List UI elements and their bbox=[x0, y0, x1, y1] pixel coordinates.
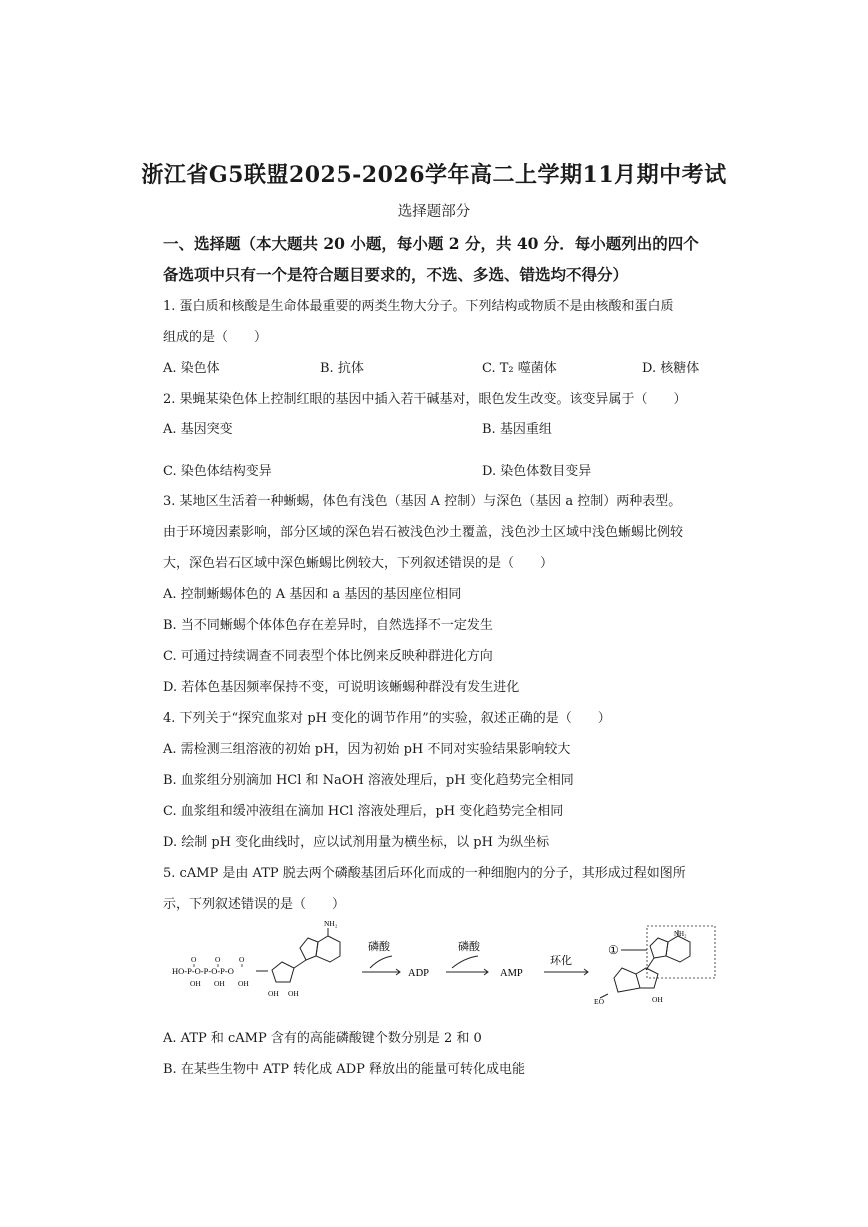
arrow-atp-to-adp bbox=[362, 956, 400, 975]
q3-stem-line3: 大，深色岩石区域中深色蜥蜴比例较大，下列叙述错误的是（ ） bbox=[163, 556, 554, 571]
section-heading-line2: 备选项中只有一个是符合题目要求的，不选、多选、错选均不得分） bbox=[163, 265, 629, 284]
camp-eo-label: EO bbox=[594, 997, 604, 1006]
adp-label: ADP bbox=[408, 968, 430, 979]
marker-1: ① bbox=[608, 943, 619, 957]
q4-option-c: C. 血浆组和缓冲液组在滴加 HCl 溶液处理后，pH 变化趋势完全相同 bbox=[163, 804, 564, 819]
arrow-amp-to-camp bbox=[544, 969, 588, 975]
q5-option-a: A. ATP 和 cAMP 含有的高能磷酸键个数分别是 2 和 0 bbox=[163, 1031, 482, 1046]
q2-option-b: B. 基因重组 bbox=[482, 422, 552, 437]
q3-stem-line1: 3. 某地区生活着一种蜥蜴，体色有浅色（基因 A 控制）与深色（基因 a 控制）两种表型。 bbox=[163, 494, 682, 509]
q1-stem-line1: 1. 蛋白质和核酸是生命体最重要的两类生物大分子。下列结构或物质不是由核酸和蛋白质 bbox=[163, 299, 674, 314]
q4-option-d: D. 绘制 pH 变化曲线时，应以试剂用量为横坐标，以 pH 为纵坐标 bbox=[163, 835, 550, 850]
q2-option-a: A. 基因突变 bbox=[163, 422, 233, 437]
amp-label: AMP bbox=[500, 968, 523, 979]
q4-option-a: A. 需检测三组溶液的初始 pH，因为初始 pH 不同对实验结果影响较大 bbox=[163, 742, 571, 757]
q2-stem: 2. 果蝇某染色体上控制红眼的基因中插入若干碱基对，眼色发生改变。该变异属于（ ） bbox=[163, 392, 687, 407]
q5-option-b: B. 在某些生物中 ATP 转化成 ADP 释放出的能量可转化成电能 bbox=[163, 1062, 526, 1077]
atp-ho: OH bbox=[268, 989, 279, 998]
q3-option-d: D. 若体色基因频率保持不变，可说明该蜥蜴种群没有发生进化 bbox=[163, 680, 520, 695]
arrow-adp-to-amp bbox=[446, 956, 488, 975]
q4-option-b: B. 血浆组分别滴加 HCl 和 NaOH 溶液处理后，pH 变化趋势完全相同 bbox=[163, 773, 574, 788]
svg-text:O: O bbox=[215, 955, 221, 964]
q3-option-c: C. 可通过持续调查不同表型个体比例来反映种群进化方向 bbox=[163, 649, 493, 664]
q5-stem-line2: 示，下列叙述错误的是（ ） bbox=[163, 897, 346, 912]
svg-text:OH: OH bbox=[214, 979, 225, 988]
q2-option-c: C. 染色体结构变异 bbox=[163, 464, 272, 479]
atp-oh: OH bbox=[288, 989, 299, 998]
q1-option-d: D. 核糖体 bbox=[642, 361, 700, 376]
q5-stem-line1: 5. cAMP 是由 ATP 脱去两个磷酸基团后环化而成的一种细胞内的分子，其形成过程如图所 bbox=[163, 866, 686, 881]
page-title: 浙江省G5联盟2025-2026学年高二上学期11月期中考试 bbox=[141, 162, 727, 188]
atp-nh2: NH₂ bbox=[324, 919, 338, 928]
camp-formation-figure bbox=[160, 918, 720, 1018]
svg-text:OH: OH bbox=[190, 979, 201, 988]
atp-adenine bbox=[300, 928, 340, 962]
q1-option-c: C. T₂ 噬菌体 bbox=[482, 361, 557, 376]
q3-stem-line2: 由于环境因素影响，部分区域的深色岩石被浅色沙土覆盖，浅色沙土区域中浅色蜥蜴比例较 bbox=[163, 525, 684, 540]
arrow2-label: 磷酸 bbox=[458, 941, 480, 953]
q3-option-b: B. 当不同蜥蜴个体体色存在差异时，自然选择不一定发生 bbox=[163, 618, 493, 633]
arrow3-label: 环化 bbox=[550, 955, 572, 967]
q3-option-a: A. 控制蜥蜴体色的 A 基因和 a 基因的基因座位相同 bbox=[163, 587, 462, 602]
camp-nh2: NH₂ bbox=[674, 930, 687, 938]
svg-text:O: O bbox=[191, 955, 197, 964]
q1-option-b: B. 抗体 bbox=[320, 361, 364, 376]
section-subtitle: 选择题部分 bbox=[397, 204, 471, 220]
atp-ribose bbox=[256, 960, 306, 982]
q1-stem-line2: 组成的是（ ） bbox=[163, 330, 268, 345]
q4-stem: 4. 下列关于“探究血浆对 pH 变化的调节作用”的实验，叙述正确的是（ ） bbox=[163, 711, 611, 726]
svg-text:OH: OH bbox=[238, 979, 249, 988]
q2-option-d: D. 染色体数目变异 bbox=[482, 464, 592, 479]
atp-phosphate-chain: HO-P-O-P-O-P-O bbox=[172, 966, 234, 976]
q1-option-a: A. 染色体 bbox=[163, 361, 220, 376]
camp-oh-label: OH bbox=[652, 995, 663, 1004]
section-heading-line1: 一、选择题（本大题共 20 小题，每小题 2 分，共 40 分．每小题列出的四个 bbox=[163, 234, 699, 253]
svg-text:O: O bbox=[239, 955, 245, 964]
arrow1-label: 磷酸 bbox=[368, 941, 390, 953]
